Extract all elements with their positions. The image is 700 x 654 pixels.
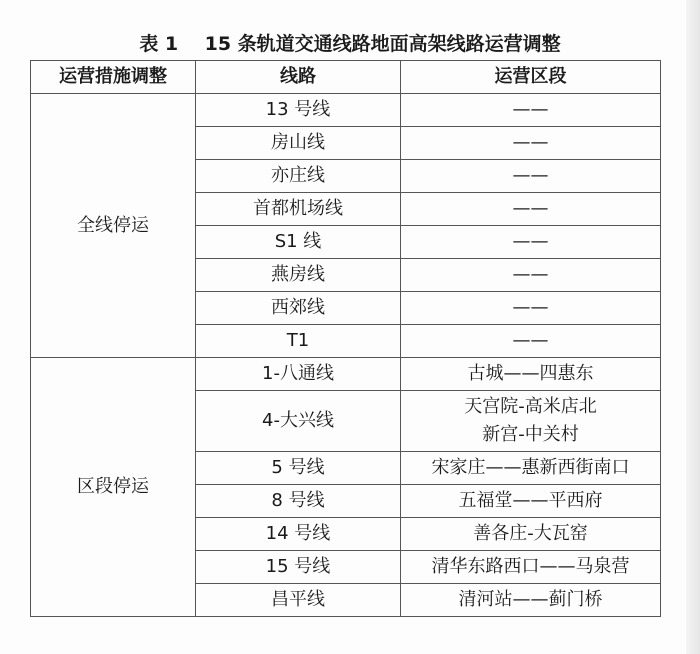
operations-table bbox=[30, 60, 661, 617]
table-row bbox=[31, 358, 661, 391]
line-cell: S1 线 bbox=[196, 226, 401, 259]
line-cell: 燕房线 bbox=[196, 259, 401, 292]
line-cell: 13 号线 bbox=[196, 94, 401, 127]
line-cell: 14 号线 bbox=[196, 518, 401, 551]
section-cell: 古城——四惠东 bbox=[401, 358, 661, 391]
section-text-line1: 天宫院-高米店北 bbox=[464, 396, 597, 417]
section-cell: —— bbox=[401, 127, 661, 160]
page-edge-shadow bbox=[686, 0, 700, 654]
line-cell: 4-大兴线 bbox=[196, 391, 401, 452]
line-cell: 亦庄线 bbox=[196, 160, 401, 193]
section-cell: 清华东路西口——马泉营 bbox=[401, 551, 661, 584]
section-cell-two-line bbox=[401, 391, 661, 452]
line-cell: 1-八通线 bbox=[196, 358, 401, 391]
section-cell: 善各庄-大瓦窑 bbox=[401, 518, 661, 551]
line-cell: 西郊线 bbox=[196, 292, 401, 325]
header-line: 线路 bbox=[196, 61, 401, 94]
table-row bbox=[31, 94, 661, 127]
measure-cell-section-stop: 区段停运 bbox=[31, 358, 196, 617]
section-cell: —— bbox=[401, 325, 661, 358]
line-cell: 昌平线 bbox=[196, 584, 401, 617]
line-cell: 8 号线 bbox=[196, 485, 401, 518]
section-text-line2: 新宫-中关村 bbox=[482, 424, 579, 445]
table-caption: 表 1 15 条轨道交通线路地面高架线路运营调整 bbox=[139, 33, 561, 55]
header-section: 运营区段 bbox=[401, 61, 661, 94]
section-cell: 清河站——蓟门桥 bbox=[401, 584, 661, 617]
section-cell: —— bbox=[401, 292, 661, 325]
section-cell: 宋家庄——惠新西街南口 bbox=[401, 452, 661, 485]
header-row bbox=[31, 61, 661, 94]
line-cell: 首都机场线 bbox=[196, 193, 401, 226]
section-cell: —— bbox=[401, 160, 661, 193]
line-cell: 15 号线 bbox=[196, 551, 401, 584]
section-cell: —— bbox=[401, 94, 661, 127]
header-measure: 运营措施调整 bbox=[31, 61, 196, 94]
line-cell: T1 bbox=[196, 325, 401, 358]
section-cell: —— bbox=[401, 226, 661, 259]
measure-cell-full-stop: 全线停运 bbox=[31, 94, 196, 358]
section-cell: —— bbox=[401, 259, 661, 292]
line-cell: 房山线 bbox=[196, 127, 401, 160]
section-cell: —— bbox=[401, 193, 661, 226]
line-cell: 5 号线 bbox=[196, 452, 401, 485]
section-cell: 五福堂——平西府 bbox=[401, 485, 661, 518]
